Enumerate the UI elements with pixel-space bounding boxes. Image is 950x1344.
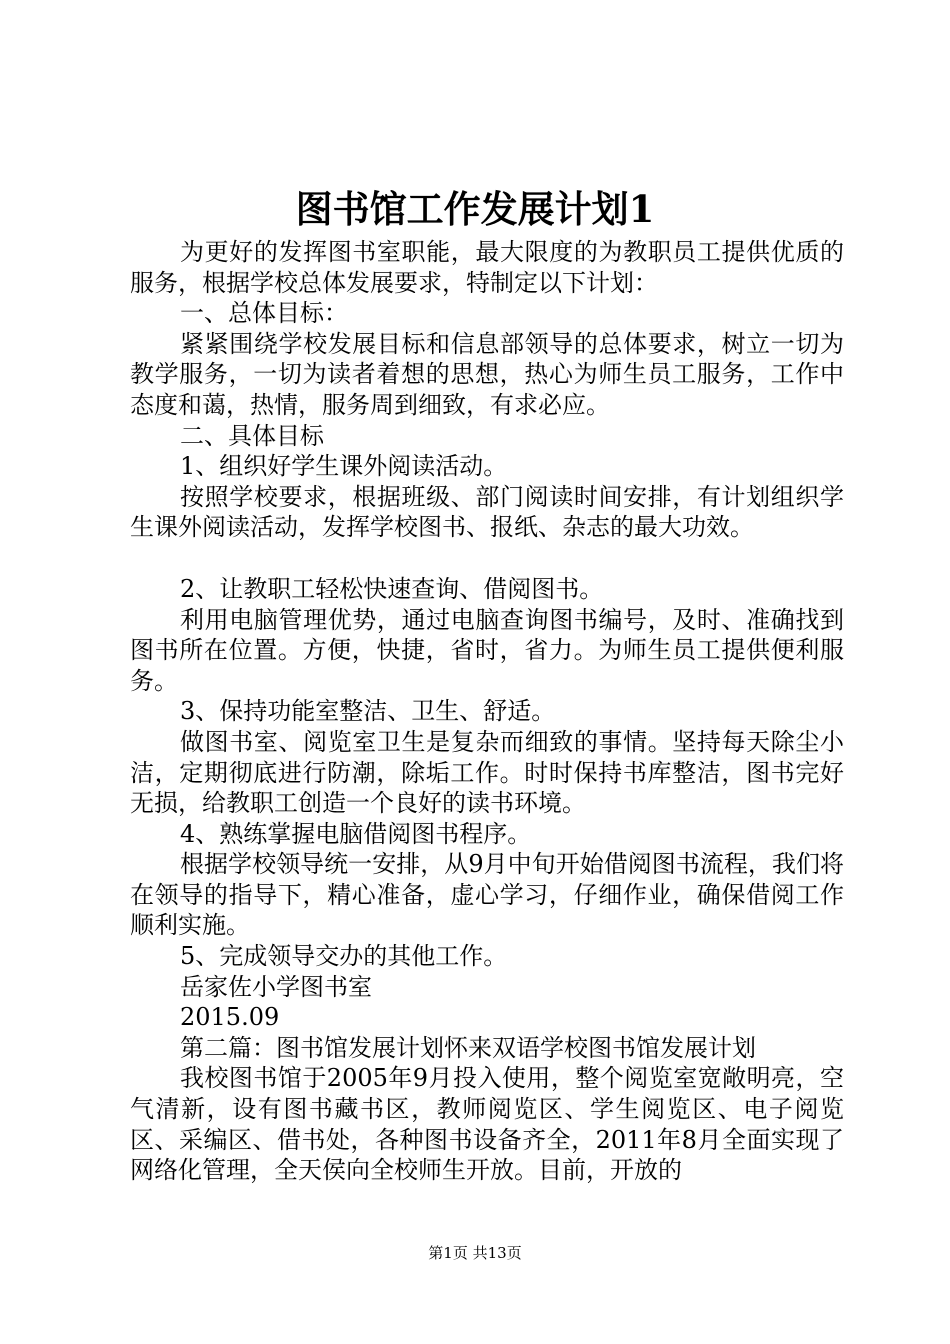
item-3-paragraph: 做图书室、阅览室卫生是复杂而细致的事情。坚持每天除尘小洁，定期彻底进行防潮，除垢工作。时时保持书库整洁，图书完好无损，给教职工创造一个良好的读书环境。 [130,727,844,818]
heading-overall-goal: 一、总体目标： [180,299,348,328]
page-number: 第1页 共13页 [428,1244,522,1262]
item-2-paragraph: 利用电脑管理优势，通过电脑查询图书编号，及时、准确找到图书所在位置。方便，快捷，省时，省力。为师生员工提供便利服务。 [130,605,844,695]
item-4-paragraph: 根据学校领导统一安排，从9月中旬开始借阅图书流程，我们将在领导的指导下，精心准备，虚心学习，仔细作业，确保借阅工作顺利实施。 [130,850,844,940]
signature-org: 岳家佐小学图书室 [180,972,372,1001]
item-4-heading: 4、熟练掌握电脑借阅图书程序。 [180,819,532,848]
paragraph-intro: 为更好的发挥图书室职能，最大限度的为教职员工提供优质的服务，根据学校总体发展要求，特制定以下计划： [130,238,844,297]
item-1-heading: 1、组织好学生课外阅读活动。 [180,452,508,481]
section-two-heading: 第二篇：图书馆发展计划怀来双语学校图书馆发展计划 [180,1033,756,1062]
item-2-heading: 2、让教职工轻松快速查询、借阅图书。 [180,574,604,603]
item-3-heading: 3、保持功能室整洁、卫生、舒适。 [180,697,556,726]
item-1-paragraph: 按照学校要求，根据班级、部门阅读时间安排，有计划组织学生课外阅读活动，发挥学校图书、报纸、杂志的最大功效。 [130,482,844,542]
document-body [130,237,844,1186]
paragraph-gap [130,543,844,574]
section-two-paragraph: 我校图书馆于2005年9月投入使用，整个阅览室宽敞明亮，空气清新，设有图书藏书区，教师阅览区、学生阅览区、电子阅览区、采编区、借书处，各种图书设备齐全，2011年8月全面实现了网络化管理，全天侯向全校师生开放。目前，开放的 [130,1064,844,1185]
heading-specific-goals: 二、具体目标 [180,421,324,450]
paragraph-overall-goal: 紧紧围绕学校发展目标和信息部领导的总体要求，树立一切为教学服务，一切为读者着想的思想，热心为师生员工服务，工作中态度和蔼，热情，服务周到细致，有求必应。 [130,329,844,419]
signature-date: 2015.09 [180,1003,280,1032]
document-title: 图书馆工作发展计划1 [295,187,655,231]
item-5-heading: 5、完成领导交办的其他工作。 [180,942,508,971]
